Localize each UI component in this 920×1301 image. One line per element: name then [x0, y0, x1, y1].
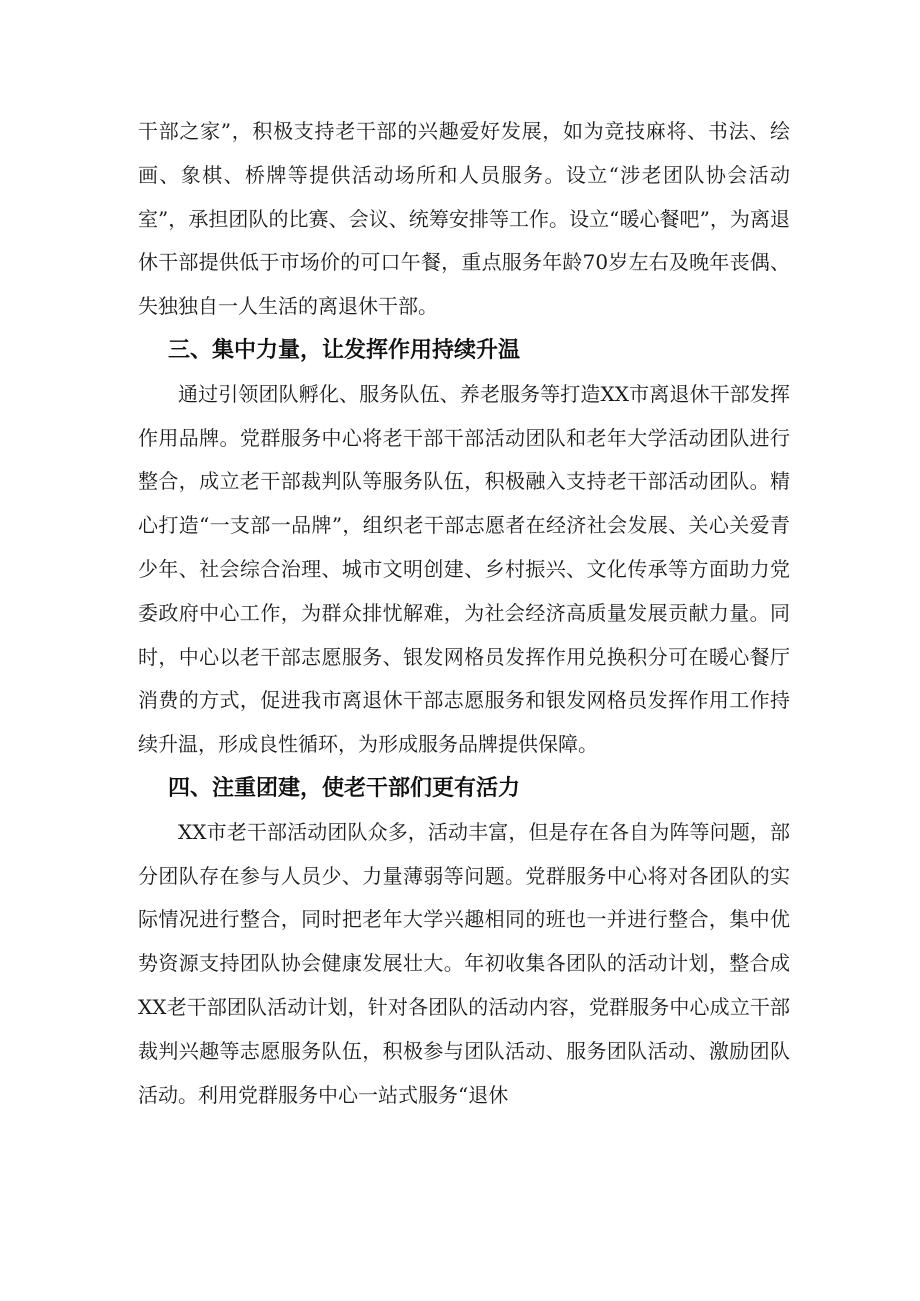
document-body	[138, 110, 790, 1117]
paragraph-section-3: 通过引领团队孵化、服务队伍、养老服务等打造XX市离退休干部发挥作用品牌。党群服务中心将老干部干部活动团队和老年大学活动团队进行整合，成立老干部裁判队等服务队伍，积极融入支持老干部活动团队。精心打造“一支部一品牌”，组织老干部志愿者在经济社会发展、关心关爱青少年、社会综合治理、城市文明创建、乡村振兴、文化传承等方面助力党委政府中心工作，为群众排忧解难，为社会经济高质量发展贡献力量。同时，中心以老干部志愿服务、银发网格员发挥作用兑换积分可在暖心餐厅消费的方式，促进我市离退休干部志愿服务和银发网格员发挥作用工作持续升温，形成良性循环，为形成服务品牌提供保障。	[138, 381, 790, 757]
paragraph-section-4: XX市老干部活动团队众多，活动丰富，但是存在各自为阵等问题，部分团队存在参与人员少、力量薄弱等问题。党群服务中心将对各团队的实际情况进行整合，同时把老年大学兴趣相同的班也一并进行整合，集中优势资源支持团队协会健康发展壮大。年初收集各团队的活动计划，整合成XX老干部团队活动计划，针对各团队的活动内容，党群服务中心成立干部裁判兴趣等志愿服务队伍，积极参与团队活动、服务团队活动、激励团队活动。利用党群服务中心一站式服务“退休	[138, 819, 790, 1107]
paragraph-continued: 干部之家”，积极支持老干部的兴趣爱好发展，如为竞技麻将、书法、绘画、象棋、桥牌等提供活动场所和人员服务。设立“涉老团队协会活动室”，承担团队的比赛、会议、统筹安排等工作。设立“暖心餐吧”，为离退休干部提供低于市场价的可口午餐，重点服务年龄70岁左右及晚年丧偶、失独独自一人生活的离退休干部。	[138, 119, 790, 319]
section-heading-4: 四、注重团建，使老干部们更有活力	[168, 775, 521, 801]
section-heading-3: 三、集中力量，让发挥作用持续升温	[168, 337, 521, 363]
